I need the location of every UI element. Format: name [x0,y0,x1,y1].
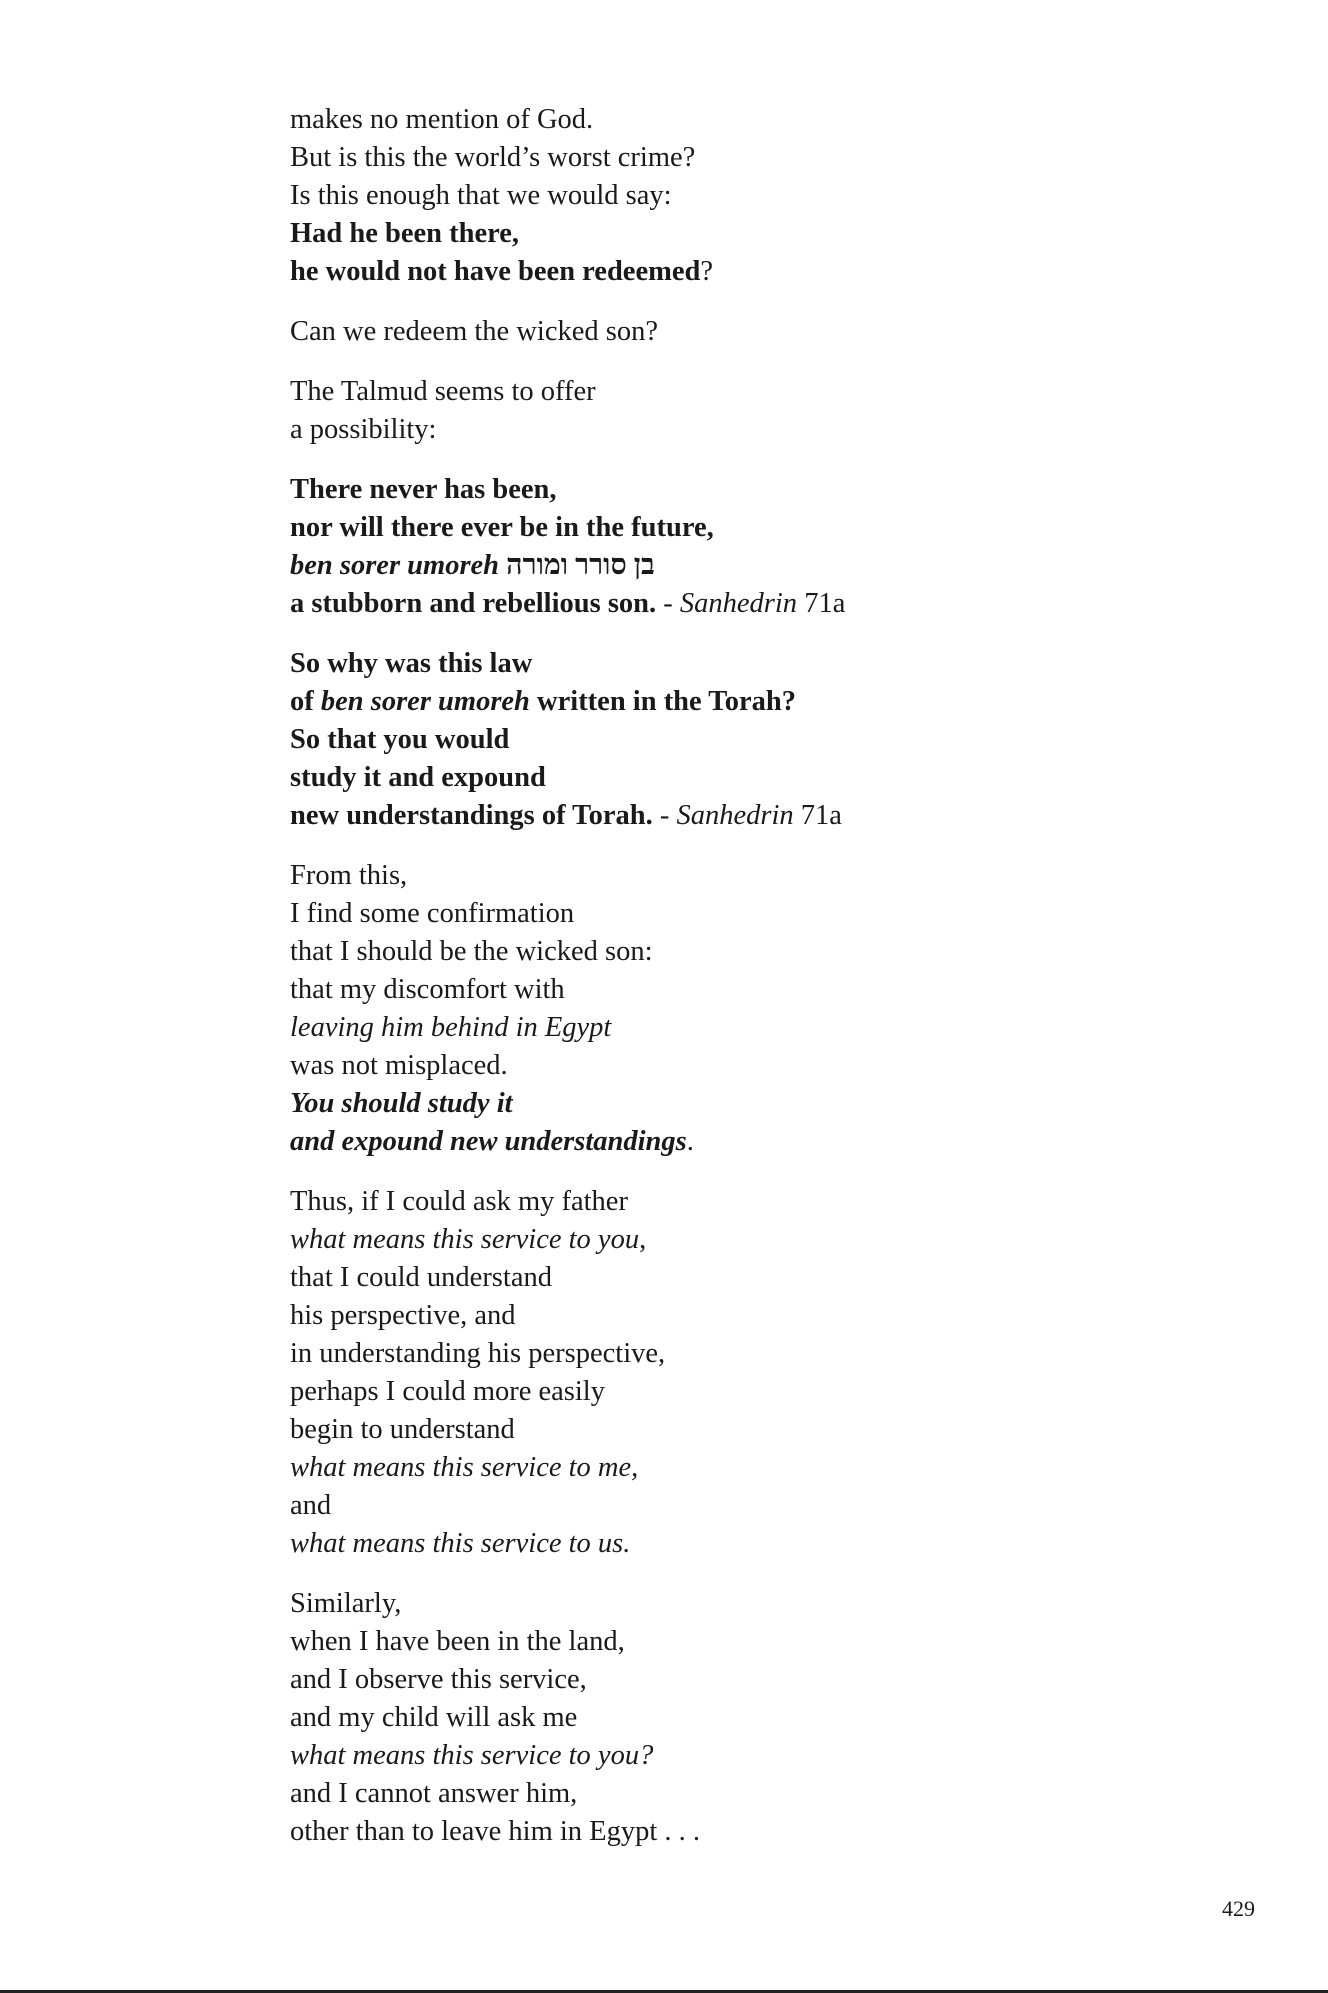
poem-line [290,797,1190,835]
text-run: Can we redeem the wicked son? [290,316,658,347]
poem-line [290,1487,1190,1525]
text-run: makes no mention of God. [290,104,594,135]
hebrew-text: בן סורר ומורה [506,550,655,581]
text-run: ? [700,256,713,287]
poem-line [290,1813,1190,1851]
text-run: he would not have been redeemed [290,256,701,287]
poem-line [290,1737,1190,1775]
poem-line [290,1449,1190,1487]
poem-line [290,1335,1190,1373]
text-run: written in the Torah? [529,686,796,717]
text-run: Similarly, [290,1588,402,1619]
stanza [290,857,1190,1161]
text-run: his perspective, and [290,1300,516,1331]
poem-line [290,1699,1190,1737]
stanza [290,313,1190,351]
poem-line [290,1047,1190,1085]
text-run: what means this service to us. [290,1528,631,1559]
text-run: perhaps I could more easily [290,1376,605,1407]
poem-line [290,101,1190,139]
text-run: and I cannot answer him, [290,1778,578,1809]
poem-line [290,1123,1190,1161]
text-run: From this, [290,860,408,891]
poem-line [290,1373,1190,1411]
text-run: So why was this law [290,648,533,679]
poem-line [290,1085,1190,1123]
text-run: But is this the world’s worst crime? [290,142,696,173]
text-run: ben sorer umoreh [320,686,530,717]
text-run: You should study it [290,1088,513,1119]
text-run: what means this service to you? [290,1740,654,1771]
poem-line [290,971,1190,1009]
text-run: I find some confirmation [290,898,575,929]
text-run: Sanhedrin [679,588,798,619]
text-run: new understandings of Torah. [290,800,653,831]
text-run: of [290,686,321,717]
text-run: Is this enough that we would say: [290,180,672,211]
text-run: ben sorer umoreh [290,550,500,581]
poem-line [290,933,1190,971]
text-run: begin to understand [290,1414,515,1445]
poem-line [290,1411,1190,1449]
poem-line [290,759,1190,797]
stanza [290,1183,1190,1563]
page-number: 429 [1222,1896,1255,1921]
poem-line [290,139,1190,177]
poem-line [290,1585,1190,1623]
text-run: and I observe this service, [290,1664,587,1695]
poem-line [290,1775,1190,1813]
poem-line [290,411,1190,449]
text-run: a possibility: [290,414,437,445]
stanza [290,471,1190,623]
text-run: , [639,1224,647,1255]
poem-line [290,1183,1190,1221]
text-run: 71a [793,800,842,831]
text-run: - [652,800,677,831]
poem-line [290,683,1190,721]
text-run: The Talmud seems to offer [290,376,596,407]
text-run: that my discomfort with [290,974,565,1005]
poem-line [290,1009,1190,1047]
poem-line [290,313,1190,351]
poem-line [290,509,1190,547]
poem-body [290,101,1190,1873]
poem-line [290,895,1190,933]
stanza [290,1585,1190,1851]
stanza [290,101,1190,291]
text-run: a stubborn and rebellious son. [290,588,657,619]
text-run: other than to leave him in Egypt . . . [290,1816,700,1847]
text-run: . [686,1126,694,1157]
text-run: was not misplaced. [290,1050,508,1081]
text-run: and expound new understandings [290,1126,687,1157]
text-run: So that you would [290,724,510,755]
stanza [290,645,1190,835]
text-run: nor will there ever be in the future, [290,512,714,543]
text-run: that I should be the wicked son: [290,936,653,967]
poem-line [290,177,1190,215]
poem-line [290,1623,1190,1661]
poem-line [290,1297,1190,1335]
text-run: 71a [797,588,846,619]
text-run: study it and expound [290,762,546,793]
text-run: in understanding his perspective, [290,1338,666,1369]
text-run: There never has been, [290,474,557,505]
poem-line [290,253,1190,291]
text-run: Had he been there, [290,218,520,249]
poem-line [290,645,1190,683]
poem-line [290,857,1190,895]
stanza [290,373,1190,449]
text-run: Thus, if I could ask my father [290,1186,628,1217]
poem-line [290,471,1190,509]
poem-line [290,585,1190,623]
poem-line [290,721,1190,759]
poem-line [290,1221,1190,1259]
text-run: and [290,1490,332,1521]
text-run: - [656,588,680,619]
poem-line [290,373,1190,411]
text-run: what means this service to me, [290,1452,639,1483]
text-run: when I have been in the land, [290,1626,625,1657]
poem-line [290,547,1190,585]
poem-line [290,1661,1190,1699]
poem-line [290,215,1190,253]
text-run: what means this service to you [290,1224,640,1255]
text-run: that I could understand [290,1262,552,1293]
poem-line [290,1525,1190,1563]
text-run: leaving him behind in Egypt [290,1012,612,1043]
poem-line [290,1259,1190,1297]
text-run: and my child will ask me [290,1702,578,1733]
text-run: Sanhedrin [676,800,794,831]
